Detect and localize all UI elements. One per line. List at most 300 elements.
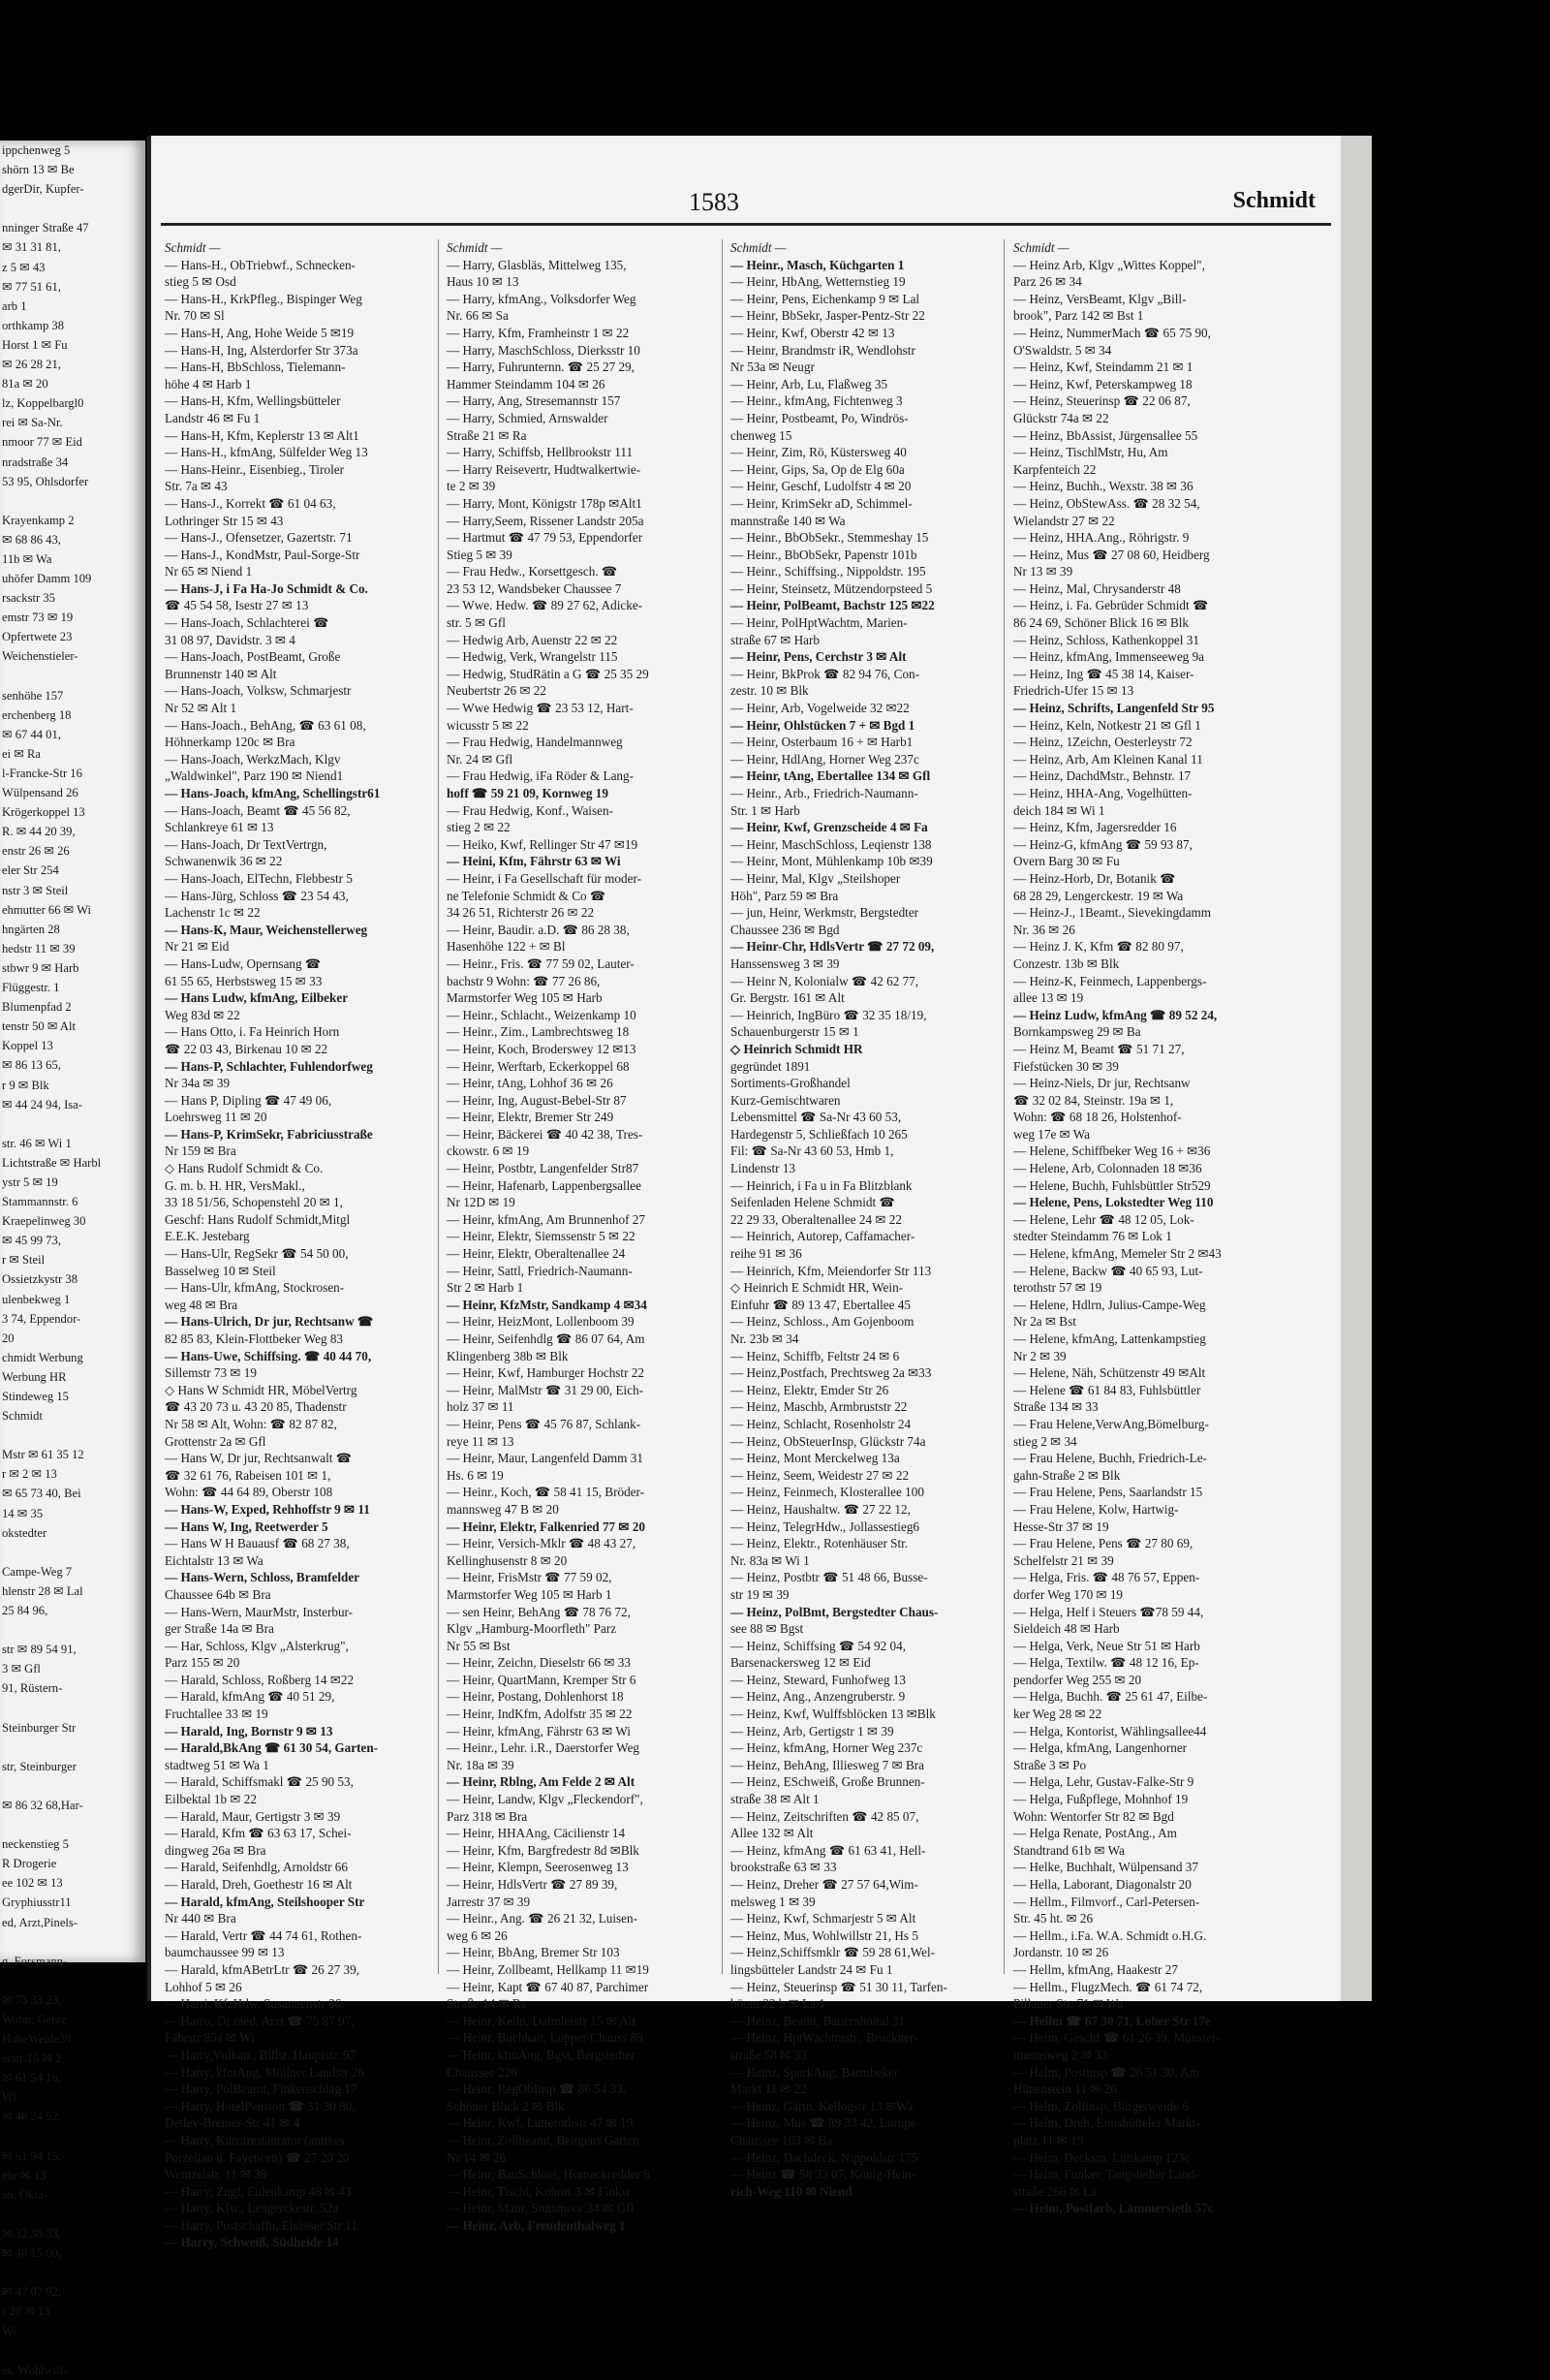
directory-entry: — Heinz, BehAng, Illiesweg 7 ✉ Bra bbox=[730, 1757, 925, 1772]
directory-entry: — Helga, Helf i Steuers ☎78 59 44, bbox=[1013, 1604, 1204, 1619]
directory-entry: str. 5 ✉ Gfl bbox=[447, 615, 506, 631]
directory-entry: — Heinz, PolBmt, Bergstedter Chaus- bbox=[730, 1604, 939, 1619]
directory-entry: — Heinz, ObStewAss. ☎ 28 32 54, bbox=[1013, 495, 1200, 511]
directory-entry: — Heinr, Kwf, Lutterothstr 47 ✉ 19 bbox=[447, 2115, 634, 2131]
directory-entry: — Heinz-Horb, Dr, Botanik ☎ bbox=[1013, 870, 1176, 886]
directory-entry: baumchaussee 99 ✉ 13 bbox=[165, 1945, 285, 1960]
directory-entry: Geschf: Hans Rudolf Schmidt,Mitgl bbox=[165, 1211, 351, 1227]
directory-entry: — Helene, kfmAng, Memeler Str 2 ✉43 bbox=[1013, 1246, 1222, 1262]
directory-entry: — Heinr, Maur, Stutsmoor 34 ✉ Gfl bbox=[447, 2201, 635, 2216]
directory-entry: — Heinr., kfmAng, Fichtenweg 3 bbox=[730, 393, 903, 409]
fragment-line: Flüggestr. 1 bbox=[2, 981, 60, 995]
directory-entry: — Helga, Lehr, Gustav-Falke-Str 9 bbox=[1013, 1774, 1194, 1790]
fragment-line bbox=[0, 1738, 145, 1757]
fragment-line: ✉ 86 32 68,Har- bbox=[2, 1798, 83, 1812]
directory-entry: — Heinz, Maschb, Armbruststr 22 bbox=[730, 1399, 908, 1415]
directory-entry: — Heinz, Schiffsing ☎ 54 92 04, bbox=[730, 1638, 907, 1653]
directory-entry: — Heinz-J., 1Beamt., Sievekingdamm bbox=[1013, 905, 1212, 921]
directory-entry: — Heinz,Postfach, Prechtsweg 2a ✉33 bbox=[730, 1365, 932, 1381]
directory-entry: — Heinz, Dreher ☎ 27 57 64,Wim- bbox=[730, 1877, 918, 1892]
directory-entry: rich-Weg 110 ✉ Niend bbox=[730, 2183, 852, 2199]
directory-entry: — Heinr, Buchhalt, Lupper Chauss 89 bbox=[447, 2030, 643, 2046]
directory-entry: — Frau Helene, Buchh, Friedrich-Le- bbox=[1013, 1451, 1207, 1466]
directory-entry: — Harry, kfmAng., Volksdorfer Weg bbox=[447, 291, 636, 306]
directory-entry: — Heinz Ludw, kfmAng ☎ 89 52 24, bbox=[1013, 1007, 1218, 1022]
directory-entry: Nr 440 ✉ Bra bbox=[165, 1911, 236, 1926]
directory-entry: — Helm, Postfarb, Lämmersieth 57c bbox=[1013, 2201, 1214, 2216]
directory-entry: — Heinr, Pens, Eichenkamp 9 ✉ Lal bbox=[730, 291, 920, 306]
directory-entry: — Harald, Ing, Bornstr 9 ✉ 13 bbox=[165, 1723, 333, 1738]
directory-entry: stieg 2 ✉ 22 bbox=[447, 820, 511, 835]
fragment-line: Wi bbox=[2, 2324, 16, 2338]
directory-entry: Eichtalstr 13 ✉ Wa bbox=[165, 1552, 264, 1568]
fragment-line: ee 102 ✉ 13 bbox=[2, 1876, 63, 1891]
fragment-line: ✉ 77 51 61, bbox=[2, 279, 61, 294]
directory-entry: — Heinr, BbAng, Bremer Str 103 bbox=[447, 1945, 620, 1960]
directory-entry: Jarrestr 37 ✉ 39 bbox=[447, 1894, 531, 1909]
directory-entry: straße 58 ✉ 33 bbox=[730, 2047, 807, 2062]
directory-entry: — Heinz, HptWachtmstr., Bruckner- bbox=[730, 2030, 918, 2046]
directory-entry: — Helene, Pens, Lokstedter Weg 110 bbox=[1013, 1195, 1214, 1210]
directory-entry: — Heinr, Kwf, Grenzscheide 4 ✉ Fa bbox=[730, 820, 928, 835]
directory-entry: — Heinz J. K, Kfm ☎ 82 80 97, bbox=[1013, 939, 1184, 955]
fragment-line: nmoor 77 ✉ Eid bbox=[2, 435, 82, 450]
directory-entry: — Frau Hedwig, Handelmannweg bbox=[447, 735, 623, 750]
directory-entry: — Heinz-K, Feinmech, Lappenbergs- bbox=[1013, 973, 1207, 988]
directory-entry: Nr 55 ✉ Bst bbox=[447, 1638, 511, 1653]
facing-page-fragment bbox=[0, 141, 145, 2377]
directory-entry: Lindenstr 13 bbox=[730, 1161, 796, 1176]
directory-page bbox=[147, 136, 1345, 2250]
directory-entry: — Hans-J., KondMstr, Paul-Sorge-Str bbox=[165, 547, 360, 562]
directory-entry: Kurz-Gemischtwaren bbox=[730, 1092, 841, 1108]
fragment-line: ✉ 61 54 18, bbox=[2, 2071, 61, 2085]
fragment-line: str ✉ 89 54 91, bbox=[2, 1643, 77, 1657]
directory-entry: reye 11 ✉ 13 bbox=[447, 1433, 514, 1449]
directory-entry: — Harry,Vulkan., Billst. Hauptstr. 97 bbox=[165, 2047, 356, 2062]
directory-entry: — Heinz, DachdMstr., Behnstr. 17 bbox=[1013, 768, 1192, 784]
fragment-line: Krayenkamp 2 bbox=[2, 513, 75, 527]
directory-entry: — Harry, Schweiß, Südheide 14 bbox=[165, 2235, 339, 2250]
fragment-line: nninger Straße 47 bbox=[2, 221, 89, 235]
fragment-line: ei ✉ Ra bbox=[2, 746, 41, 761]
directory-entry: weg 6 ✉ 26 bbox=[447, 1927, 508, 1943]
directory-entry: Pillauer Str. 71 ✉ Wa bbox=[1013, 1996, 1124, 2012]
directory-entry: — Heinr, Kfm, Bargfredestr 8d ✉Blk bbox=[447, 1842, 639, 1858]
directory-entry: Nr. 66 ✉ Sa bbox=[447, 308, 509, 324]
directory-entry: — Helga, Fußpflege, Mohnhof 19 bbox=[1013, 1792, 1189, 1807]
directory-entry: Straße 3 ✉ Po bbox=[1013, 1757, 1087, 1772]
fragment-line: senhöhe 157 bbox=[2, 688, 64, 703]
directory-entry: — Hans W H Bauausf ☎ 68 27 38, bbox=[165, 1536, 350, 1551]
directory-entry: — Heinrich, i Fa u in Fa Blitzblank bbox=[730, 1177, 913, 1193]
fragment-line: orthkamp 38 bbox=[2, 318, 65, 332]
directory-entry: — Heinr, KrimSekr aD, Schimmel- bbox=[730, 495, 913, 511]
directory-entry: bachstr 9 Wohn: ☎ 77 26 86, bbox=[447, 973, 601, 988]
column-continuation-head: Schmidt — bbox=[730, 240, 787, 255]
directory-entry: — Heinz, kfmAng, Immenseeweg 9a bbox=[1013, 649, 1205, 665]
directory-entry: — Hans-K, Maur, Weichenstellerweg bbox=[165, 922, 368, 937]
fragment-line: z 5 ✉ 43 bbox=[2, 260, 46, 274]
directory-entry: — Heinr, HeizMont, Lollenboom 39 bbox=[447, 1314, 635, 1330]
directory-entry: — Heinr, Rblng, Am Felde 2 ✉ Alt bbox=[447, 1774, 636, 1790]
directory-entry: — Helga, Kontorist, Wählingsallee44 bbox=[1013, 1723, 1207, 1738]
directory-entry: — Heinz, Schlacht, Rosenholstr 24 bbox=[730, 1416, 912, 1431]
directory-entry: — Heinrich, IngBüro ☎ 32 35 18/19, bbox=[730, 1007, 927, 1022]
directory-entry: Lothringer Str 15 ✉ 43 bbox=[165, 513, 284, 528]
directory-entry: — Heinr, Mont, Mühlenkamp 10b ✉39 bbox=[730, 854, 933, 869]
fragment-line: R. ✉ 44 20 39, bbox=[2, 825, 76, 839]
directory-entry: — Heinz, Ing ☎ 45 38 14, Kaiser- bbox=[1013, 666, 1194, 681]
directory-entry: — Heinr, Koch, Broderswey 12 ✉13 bbox=[447, 1041, 636, 1056]
directory-entry: Wohn: ☎ 68 18 26, Holstenhof- bbox=[1013, 1110, 1182, 1125]
directory-entry: ◇ Heinrich Schmidt HR bbox=[730, 1041, 863, 1056]
directory-entry: mannsweg 47 B ✉ 20 bbox=[447, 1501, 559, 1517]
directory-entry: — Heinz, Beamt, Bauernholtal 31 bbox=[730, 2013, 906, 2028]
directory-entry: — Heinz-G, kfmAng ☎ 59 93 87, bbox=[1013, 836, 1193, 852]
directory-entry: Weg 83d ✉ 22 bbox=[165, 1007, 240, 1022]
directory-entry: — Harald, kfmABetrLtr ☎ 26 27 39, bbox=[165, 1961, 360, 1977]
directory-entry: — Heinr, Mal, Klgv „Steilshoper bbox=[730, 870, 901, 886]
fragment-line bbox=[0, 1543, 145, 1562]
column-divider bbox=[438, 239, 439, 1974]
directory-entry: — Hellm., FlugzMech. ☎ 61 74 72, bbox=[1013, 1979, 1203, 1994]
fragment-line: nradstraße 34 bbox=[2, 454, 69, 469]
directory-entry: — Harry, Glasbläs, Mittelweg 135, bbox=[447, 257, 627, 272]
fragment-line bbox=[0, 2341, 145, 2361]
directory-entry: — Harald, Vertr ☎ 44 74 61, Rothen- bbox=[165, 1927, 362, 1943]
directory-entry: Nr. 83a ✉ Wi 1 bbox=[730, 1552, 810, 1568]
directory-entry: stieg 2 ✉ 34 bbox=[1013, 1433, 1077, 1449]
directory-entry: — Hans-Joach, Schlachterei ☎ bbox=[165, 615, 329, 631]
directory-entry: — Hella, Laborant, Diagonalstr 20 bbox=[1013, 1877, 1192, 1892]
fragment-line: Koppel 13 bbox=[2, 1039, 53, 1053]
directory-entry: Straße 14 ✉ Ra bbox=[447, 1996, 527, 2012]
directory-entry: Schauenburgerstr 15 ✉ 1 bbox=[730, 1024, 859, 1040]
directory-entry: Landstr 46 ✉ Fu 1 bbox=[165, 410, 261, 425]
fragment-line: str, Steinburger bbox=[2, 1759, 77, 1773]
directory-entry: — Harald,BkAng ☎ 61 30 54, Garten- bbox=[165, 1740, 379, 1756]
directory-entry: — Heinr, Ohlstücken 7 + ✉ Bgd 1 bbox=[730, 717, 915, 733]
directory-entry: — Heinr, Bäckerei ☎ 40 42 38, Tres- bbox=[447, 1126, 643, 1142]
fragment-line bbox=[0, 2205, 145, 2224]
directory-entry: Seifenladen Helene Schmidt ☎ bbox=[730, 1195, 895, 1210]
directory-entry: — Heinr, Zeichn, Dieselstr 66 ✉ 33 bbox=[447, 1655, 631, 1671]
column-continuation-head: Schmidt — bbox=[447, 240, 503, 255]
directory-entry: Brunnenstr 140 ✉ Alt bbox=[165, 666, 277, 681]
directory-entry: — Harro, Dr med, Arzt ☎ 75 87 97, bbox=[165, 2013, 355, 2028]
fragment-line: ✉ 26 28 21, bbox=[2, 358, 61, 372]
fragment-line: tenstr 50 ✉ Alt bbox=[2, 1019, 76, 1034]
directory-entry: — Heinz, Haushaltw. ☎ 27 22 12, bbox=[730, 1501, 911, 1517]
fragment-line: rsackstr 35 bbox=[2, 591, 55, 606]
directory-entry: — Heinr, Gips, Sa, Op de Elg 60a bbox=[730, 461, 905, 477]
directory-entry: — Helene, Hdlrn, Julius-Campe-Weg bbox=[1013, 1297, 1206, 1312]
directory-entry: Straße 134 ✉ 33 bbox=[1013, 1399, 1099, 1415]
directory-entry: — Heinr, kfmAng, Fährstr 63 ✉ Wi bbox=[447, 1723, 631, 1738]
directory-entry: — Wwe Hedwig ☎ 23 53 12, Hart- bbox=[447, 701, 634, 716]
directory-entry: — Heinz, Schloss, Kathenkoppel 31 bbox=[1013, 632, 1199, 647]
fragment-line: ✉ 65 73 40, Bei bbox=[2, 1487, 81, 1501]
directory-entry: Einfuhr ☎ 89 13 47, Ebertallee 45 bbox=[730, 1297, 911, 1312]
fragment-line: r 28 ✉ 13 bbox=[2, 2304, 50, 2319]
directory-entry: ger Straße 14a ✉ Bra bbox=[165, 1621, 274, 1637]
fragment-line bbox=[0, 2263, 145, 2282]
directory-entry: — Heinr, Klempn, Seerosenweg 13 bbox=[447, 1860, 629, 1875]
directory-entry: Jordanstr. 10 ✉ 26 bbox=[1013, 1945, 1109, 1960]
directory-entry: — Hellm ☎ 67 30 71, Loher Str 17e bbox=[1013, 2013, 1211, 2028]
directory-entry: — Heinz, Ang., Anzengruberstr. 9 bbox=[730, 1689, 906, 1705]
fragment-line: erchenberg 18 bbox=[2, 707, 72, 722]
directory-entry: — Harry Reisevertr, Hudtwalkertwie- bbox=[447, 461, 641, 477]
fragment-line: Stindeweg 15 bbox=[2, 1390, 69, 1403]
fragment-line bbox=[0, 199, 145, 218]
directory-entry: — Harry, MaschSchloss, Dierksstr 10 bbox=[447, 342, 640, 358]
fragment-line: R Drogerie bbox=[2, 1857, 57, 1871]
fragment-line: shörn 13 ✉ Be bbox=[2, 163, 75, 177]
directory-entry: melsweg 1 ✉ 39 bbox=[730, 1894, 816, 1909]
directory-entry: Overn Barg 30 ✉ Fu bbox=[1013, 854, 1120, 869]
directory-entry: — Heinz M, Beamt ☎ 51 71 27, bbox=[1013, 1041, 1185, 1056]
directory-entry: Nr 65 ✉ Niend 1 bbox=[165, 564, 253, 579]
directory-entry: — Heinr., BbObSekr, Papenstr 101b bbox=[730, 547, 917, 562]
fragment-line: okstedter bbox=[2, 1525, 47, 1540]
fragment-line: 3 74, Eppendor- bbox=[2, 1311, 81, 1326]
directory-entry: — Frau Hedwig, Konf., Waisen- bbox=[447, 802, 613, 818]
directory-entry: 33 18 51/56, Schopenstehl 20 ✉ 1, bbox=[165, 1195, 343, 1210]
directory-entry: — Hans-Joach, WerkzMach, Klgv bbox=[165, 751, 341, 767]
directory-entry: — Harry, Schiffsb, Hellbrookstr 111 bbox=[447, 445, 634, 460]
directory-entry: — Hans-H, Ing, Alsterdorfer Str 373a bbox=[165, 342, 358, 358]
directory-entry: — Heinrich, Autorep, Caffamacher- bbox=[730, 1229, 915, 1244]
directory-entry: — Harald, Maur, Gertigstr 3 ✉ 39 bbox=[165, 1808, 341, 1824]
directory-entry: — Hellm, kfmAng, Haakestr 27 bbox=[1013, 1961, 1178, 1977]
fragment-line bbox=[0, 1425, 145, 1445]
directory-entry: Loehrsweg 11 ✉ 20 bbox=[165, 1110, 267, 1125]
directory-entry: Klgv „Hamburg-Moorfleth" Parz bbox=[447, 1621, 617, 1637]
directory-entry: Sortiments-Großhandel bbox=[730, 1076, 851, 1091]
directory-entry: see 88 ✉ Bgst bbox=[730, 1621, 804, 1637]
directory-entry: — Hans-P, KrimSekr, Fabriciusstraße bbox=[165, 1126, 373, 1142]
directory-entry: — Hans-J, i Fa Ha-Jo Schmidt & Co. bbox=[165, 580, 368, 596]
directory-entry: — Heinz, BbAssist, Jürgensallee 55 bbox=[1013, 427, 1198, 443]
directory-entry: — Helga, Verk, Neue Str 51 ✉ Harb bbox=[1013, 1638, 1200, 1653]
column-continuation-head: Schmidt — bbox=[1013, 240, 1070, 255]
directory-entry: — Hans-Ludw, Opernsang ☎ bbox=[165, 955, 322, 971]
directory-entry: — Helene, Näh, Schützenstr 49 ✉Alt bbox=[1013, 1365, 1206, 1381]
directory-entry: — Heinr, MaschSchloss, Leqienstr 138 bbox=[730, 836, 932, 852]
directory-entry: — Hedwig Arb, Auenstr 22 ✉ 22 bbox=[447, 632, 618, 647]
directory-entry: — Heinr, Geschf, Ludolfstr 4 ✉ 20 bbox=[730, 479, 912, 494]
directory-entry: gegründet 1891 bbox=[730, 1058, 811, 1074]
fragment-line: ✉ 86 13 65, bbox=[2, 1058, 61, 1073]
directory-entry: — Harry, kfmAng, Möllner Landstr 26 bbox=[165, 2064, 365, 2080]
directory-entry: Wohn: Wentorfer Str 82 ✉ Bgd bbox=[1013, 1808, 1174, 1824]
directory-entry: — Heinr., Koch, ☎ 58 41 15, Bröder- bbox=[447, 1485, 645, 1500]
directory-entry: — Heinr, BauSchloss, Hornackredder 8 bbox=[447, 2167, 650, 2182]
directory-entry: — Harald, Schloss, Roßberg 14 ✉22 bbox=[165, 1672, 355, 1687]
directory-entry: zestr. 10 ✉ Blk bbox=[730, 683, 809, 699]
directory-entry: Nr. 70 ✉ Sl bbox=[165, 308, 225, 324]
directory-entry: Gr. Bergstr. 161 ✉ Alt bbox=[730, 990, 845, 1006]
directory-entry: — Heinz, Seem, Weidestr 27 ✉ 22 bbox=[730, 1467, 910, 1483]
directory-entry: stedter Steindamm 76 ✉ Lok 1 bbox=[1013, 1229, 1172, 1244]
directory-entry: — sen Heinr, BehAng ☎ 78 76 72, bbox=[447, 1604, 631, 1619]
directory-entry: Nr 13 ✉ 39 bbox=[1013, 564, 1073, 579]
directory-entry: brookstraße 63 ✉ 33 bbox=[730, 1860, 837, 1875]
directory-entry: — Heinz, Steuerinsp ☎ 22 06 87, bbox=[1013, 393, 1191, 409]
directory-entry: — Heinz, Dachdeck, Nippoldstr 175 bbox=[730, 2149, 918, 2165]
directory-entry: — Heinr, Versich-Mklr ☎ 48 43 27, bbox=[447, 1536, 636, 1551]
directory-entry: 61 55 65, Herbstsweg 15 ✉ 33 bbox=[165, 973, 323, 988]
directory-entry: Lachenstr 1c ✉ 22 bbox=[165, 905, 261, 921]
directory-entry: 34 26 51, Richterstr 26 ✉ 22 bbox=[447, 905, 595, 921]
directory-entry: — Heinr., Zim., Lambrechtsweg 18 bbox=[447, 1024, 630, 1040]
directory-entry: — Heinz, Mus ☎ 27 08 60, Heidberg bbox=[1013, 547, 1210, 562]
fragment-line: 11b ✉ Wa bbox=[2, 551, 52, 566]
directory-entry: 86 24 69, Schöner Blick 16 ✉ Blk bbox=[1013, 615, 1190, 631]
directory-entry: — Helga, Buchh. ☎ 25 61 47, Eilbe- bbox=[1013, 1689, 1208, 1705]
fragment-line bbox=[0, 1776, 145, 1796]
directory-entry: — Hans-Wern, Schloss, Bramfelder bbox=[165, 1570, 360, 1585]
directory-entry: — Heinr, Maur, Langenfeld Damm 31 bbox=[447, 1451, 643, 1466]
fragment-line: erstr 15 ✉ 2 bbox=[2, 2051, 62, 2066]
directory-entry: — Hans W, Ing, Reetwerder 5 bbox=[165, 1519, 328, 1534]
fragment-line: hlenstr 28 ✉ Lal bbox=[2, 1583, 83, 1598]
fragment-line: hedstr 11 ✉ 39 bbox=[2, 941, 76, 955]
directory-entry: — Heinr-Chr, HdlsVertr ☎ 27 72 09, bbox=[730, 939, 935, 955]
directory-entry: — Heinz, Schloss., Am Gojenboom bbox=[730, 1314, 914, 1330]
directory-entry: Hammer Steindamm 104 ✉ 26 bbox=[447, 376, 605, 391]
fragment-line: Weichenstieler- bbox=[2, 649, 78, 664]
directory-entry: straße 67 ✉ Harb bbox=[730, 632, 820, 647]
directory-entry: — Heinz, Kwf, Steindamm 21 ✉ 1 bbox=[1013, 360, 1194, 375]
directory-entry: Nr 2a ✉ Bst bbox=[1013, 1314, 1076, 1330]
column-divider bbox=[1004, 239, 1005, 1974]
fragment-line bbox=[0, 1114, 145, 1134]
directory-entry: — Heinr N, Kolonialw ☎ 42 62 77, bbox=[730, 973, 919, 988]
directory-entry: — Helene, Lehr ☎ 48 12 05, Lok- bbox=[1013, 1211, 1194, 1227]
directory-entry: Fiefstücken 30 ✉ 39 bbox=[1013, 1058, 1119, 1074]
directory-entry: Wentzelstr. 11 ✉ 39 bbox=[165, 2167, 267, 2182]
directory-entry: — Heinr, Postbeamt, Po, Windrös- bbox=[730, 410, 909, 425]
directory-entry: — Frau Helene, Pens ☎ 27 80 69, bbox=[1013, 1536, 1194, 1551]
directory-entry: — Heinz, Postbtr ☎ 51 48 66, Busse- bbox=[730, 1570, 928, 1585]
directory-entry: — Heinz, Kwf, Schmarjestr 5 ✉ Alt bbox=[730, 1911, 916, 1926]
directory-entry: — Heinr, Zim, Rö, Küstersweg 40 bbox=[730, 445, 907, 460]
fragment-line bbox=[0, 2127, 145, 2146]
directory-entry: — Heinr, Kelln, Daimlerstr 15 ✉ Alt bbox=[447, 2013, 636, 2028]
directory-entry: — Hans-Ulr, kfmAng, Stockrosen- bbox=[165, 1280, 345, 1296]
directory-entry: stadtweg 51 ✉ Wa 1 bbox=[165, 1757, 269, 1772]
directory-entry: Marmstorfer Weg 105 ✉ Harb 1 bbox=[447, 1586, 612, 1602]
directory-entry: Hünenstein 11 ✉ 26 bbox=[1013, 2082, 1117, 2097]
directory-entry: — Heinr, Osterbaum 16 + ✉ Harb1 bbox=[730, 735, 914, 750]
directory-entry: — Helene, Buchh, Fuhlsbüttler Str529 bbox=[1013, 1177, 1211, 1193]
directory-entry: — Helene, Schiffbeker Weg 16 + ✉36 bbox=[1013, 1143, 1211, 1159]
directory-entry: — Harald, Kfm ☎ 63 63 17, Schei- bbox=[165, 1826, 352, 1841]
directory-entry: — Heinr, Arb, Vogelweide 32 ✉22 bbox=[730, 701, 910, 716]
fragment-line bbox=[0, 1815, 145, 1834]
directory-entry: — Heinr., Arb., Friedrich-Naumann- bbox=[730, 786, 918, 800]
directory-entry: Basselweg 10 ✉ Steil bbox=[165, 1263, 276, 1278]
directory-entry: — Heinr, kfmAng, Am Brunnenhof 27 bbox=[447, 1211, 645, 1227]
directory-entry: — Heinr, Seifenhdlg ☎ 86 07 64, Am bbox=[447, 1331, 645, 1346]
fragment-line: eler Str 254 bbox=[2, 863, 59, 878]
directory-entry: — Hans-P, Schlachter, Fuhlendorfweg bbox=[165, 1058, 373, 1074]
fragment-line: ippchenweg 5 bbox=[2, 143, 71, 157]
directory-entry: — Hans-J., Ofensetzer, Gazertstr. 71 bbox=[165, 530, 353, 546]
fragment-line bbox=[0, 667, 145, 686]
directory-entry: — Heinz, SparkAng, Barmbeker bbox=[730, 2064, 899, 2080]
directory-entry: 22 29 33, Oberaltenallee 24 ✉ 22 bbox=[730, 1211, 902, 1227]
directory-entry: — Heinz, Arb, Gertigstr 1 ✉ 39 bbox=[730, 1723, 894, 1738]
fragment-line: ✉ 47 07 92, bbox=[2, 2285, 61, 2300]
directory-entry: Friedrich-Ufer 15 ✉ 13 bbox=[1013, 683, 1134, 699]
directory-entry: — Heinr, Pens ☎ 45 76 87, Schlank- bbox=[447, 1416, 641, 1431]
fragment-line: ✉ 32 38 33, bbox=[2, 2227, 61, 2241]
directory-entry: — Harry, Kfm, Framheinstr 1 ✉ 22 bbox=[447, 325, 630, 340]
directory-entry: — Heinr, Hafenarb, Lappenbergsallee bbox=[447, 1177, 641, 1193]
directory-entry: allee 13 ✉ 19 bbox=[1013, 990, 1084, 1006]
directory-entry: — Frau Helene, Kolw, Hartwig- bbox=[1013, 1501, 1179, 1517]
directory-entry: ◇ Hans Rudolf Schmidt & Co. bbox=[165, 1161, 324, 1176]
directory-entry: Nr 58 ✉ Alt, Wohn: ☎ 82 87 82, bbox=[165, 1416, 337, 1431]
fragment-line: arb 1 bbox=[2, 298, 27, 313]
directory-entry: — Heinr, Arb, Freudenthalweg 1 bbox=[447, 2217, 626, 2233]
fragment-line: Lichtstraße ✉ Harbl bbox=[2, 1155, 102, 1170]
directory-entry: — Hans-H, Ang, Hohe Weide 5 ✉19 bbox=[165, 325, 355, 340]
fragment-line: Horst 1 ✉ Fu bbox=[2, 337, 68, 352]
directory-entry: Nr. 23b ✉ 34 bbox=[730, 1331, 799, 1346]
directory-entry: — Heinz, Mont Merckelweg 13a bbox=[730, 1451, 900, 1466]
directory-entry: Fruchtallee 33 ✉ 19 bbox=[165, 1707, 268, 1722]
directory-entry: — Frau Helene,VerwAng,Bömelburg- bbox=[1013, 1416, 1209, 1431]
directory-entry: — Heinz, NummerMach ☎ 65 75 90, bbox=[1013, 325, 1211, 340]
fragment-line: 3 ✉ Gfl bbox=[2, 1662, 41, 1676]
fragment-line: ✉ 68 86 43, bbox=[2, 532, 61, 547]
directory-entry: — Heinz, Schiffb, Feltstr 24 ✉ 6 bbox=[730, 1348, 900, 1363]
directory-entry: Chaussee 226 bbox=[447, 2064, 517, 2080]
directory-entry: — Heinz, Kwf, Wulffsblöcken 13 ✉Blk bbox=[730, 1707, 936, 1722]
directory-entry: — Hans-Joach, kfmAng, Schellingstr61 bbox=[165, 786, 381, 800]
directory-entry: — Heinr, Zollbeamt, Hellkamp 11 ✉19 bbox=[447, 1961, 649, 1977]
fragment-line: 81a ✉ 20 bbox=[2, 377, 48, 391]
directory-entry: — Heinr, Zollbeamt, Beltgens Garten bbox=[447, 2132, 639, 2147]
directory-entry: Karpfenteich 22 bbox=[1013, 461, 1097, 477]
directory-entry: Schwanenwik 36 ✉ 22 bbox=[165, 854, 283, 869]
directory-entry: — Heinr, HHAAng, Cäcilienstr 14 bbox=[447, 1826, 626, 1841]
directory-entry: — Hans-Joach, Dr TextVertrgn, bbox=[165, 836, 327, 852]
directory-entry: — Heinz, Kfm, Jagersredder 16 bbox=[1013, 820, 1177, 835]
directory-entry: Klingenberg 38b ✉ Blk bbox=[447, 1348, 569, 1363]
directory-entry: — Hans-H., kfmAng, Sülfelder Weg 13 bbox=[165, 445, 368, 460]
column-divider bbox=[722, 239, 723, 1974]
directory-entry: holz 37 ✉ 11 bbox=[447, 1399, 514, 1415]
directory-entry: Lebensmittel ☎ Sa-Nr 43 60 53, bbox=[730, 1110, 902, 1125]
directory-entry: ☎ 22 03 43, Birkenau 10 ✉ 22 bbox=[165, 1041, 328, 1056]
directory-entry: — Wwe. Hedw. ☎ 89 27 62, Adicke- bbox=[447, 598, 643, 613]
fragment-line: Stammannstr. 6 bbox=[2, 1195, 78, 1209]
directory-entry: — Harry, PolBeamt, Finkenschlag 17 bbox=[165, 2082, 357, 2097]
fragment-line: es, Wohlwill- bbox=[2, 2363, 68, 2377]
directory-entry: Hanssensweg 3 ✉ 39 bbox=[730, 955, 840, 971]
directory-entry: — jun, Heinr, Werkmstr, Bergstedter bbox=[730, 905, 919, 921]
fragment-line: ed, Arzt,Pinels- bbox=[2, 1915, 78, 1929]
directory-entry: — Helm, Funker, Tangstedter Land- bbox=[1013, 2167, 1199, 2182]
directory-entry: — Heinr, tAng, Lohhof 36 ✉ 26 bbox=[447, 1076, 613, 1091]
directory-entry: Lohhof 5 ✉ 26 bbox=[165, 1979, 242, 1994]
